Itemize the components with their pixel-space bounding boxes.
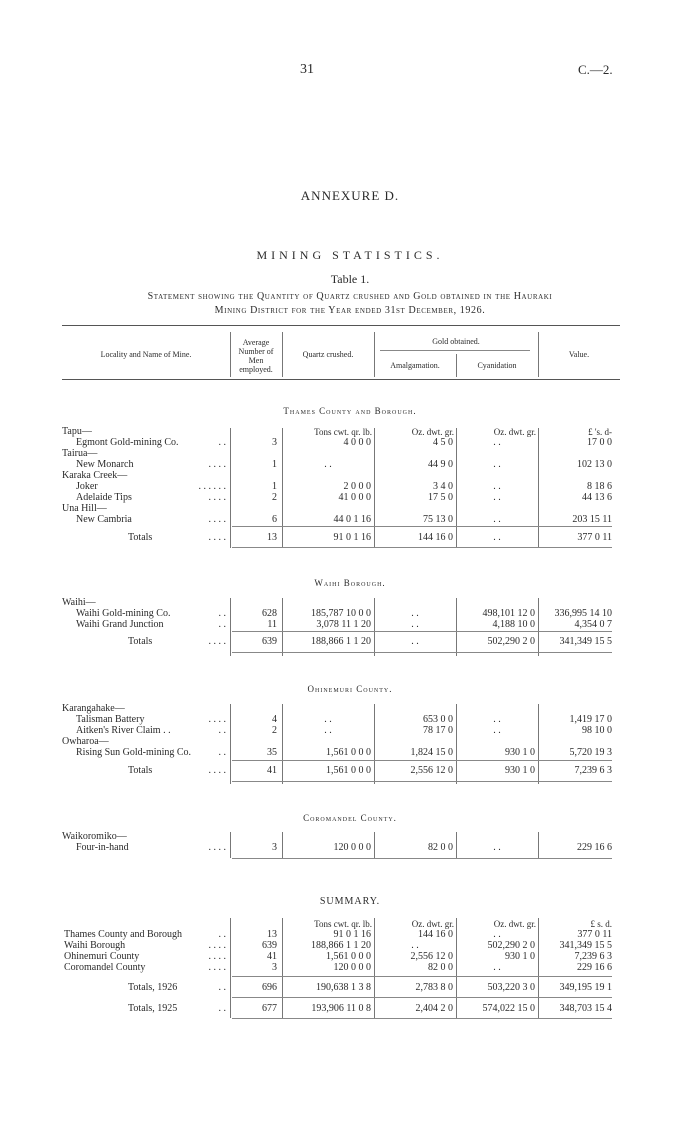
gold-cyanidation: . . xyxy=(493,437,501,448)
men-employed: 11 xyxy=(267,619,277,630)
table-title: Table 1. xyxy=(330,272,370,286)
value: 229 16 6 xyxy=(577,962,612,973)
section-title-ohinemuri: Ohinemuri County. xyxy=(307,684,393,694)
total-men: 696 xyxy=(262,982,277,993)
gold-cyanidation: . . xyxy=(493,725,501,736)
men-employed: 41 xyxy=(267,951,277,962)
total-men: 41 xyxy=(267,765,277,776)
section-title-coromandel: Coromandel County. xyxy=(303,813,397,823)
page-number: 31 xyxy=(300,62,314,77)
mine-name: Joker xyxy=(76,481,98,492)
total-quartz: 190,638 1 3 8 xyxy=(316,982,371,993)
units-money: £ s. d. xyxy=(590,919,612,929)
gold-amalgamation: 44 9 0 xyxy=(428,459,453,470)
gold-cyanidation: . . xyxy=(493,962,501,973)
total-amalgamation: 2,783 8 0 xyxy=(415,982,453,993)
total-value: 341,349 15 5 xyxy=(559,636,612,647)
stats-heading: MINING STATISTICS. xyxy=(256,248,444,262)
gold-cyanidation: 930 1 0 xyxy=(505,951,535,962)
men-employed: 3 xyxy=(272,962,277,973)
district-name: Coromandel County xyxy=(64,962,146,973)
value: 5,720 19 3 xyxy=(569,747,612,758)
gold-amalgamation: 17 5 0 xyxy=(428,492,453,503)
value: 341,349 15 5 xyxy=(559,940,612,951)
total-cyanidation: . . xyxy=(493,532,501,543)
units-tons: Tons cwt. qr. lb. xyxy=(314,919,372,929)
mine-name: Waihi Grand Junction xyxy=(76,619,164,630)
men-employed: 4 xyxy=(272,714,277,725)
quartz-crushed: . . xyxy=(324,459,332,470)
total-amalgamation: . . xyxy=(411,636,419,647)
units-oz-amalg: Oz. dwt. gr. xyxy=(411,919,454,929)
locality-name: Waihi— xyxy=(62,597,96,608)
quartz-crushed: . . xyxy=(324,714,332,725)
men-employed: 13 xyxy=(267,929,277,940)
gold-amalgamation: 4 5 0 xyxy=(433,437,453,448)
locality-name: Tairua— xyxy=(62,448,98,459)
gold-amalgamation: . . xyxy=(411,608,419,619)
units-tons: Tons cwt. qr. lb. xyxy=(314,427,372,437)
leader-dots: . . . . xyxy=(208,765,226,776)
mine-name: Four-in-hand xyxy=(76,842,129,853)
total-value: 349,195 19 1 xyxy=(559,982,612,993)
header-men-1: Average xyxy=(242,338,270,347)
gold-amalgamation: 75 13 0 xyxy=(423,514,453,525)
leader-dots: . . . . xyxy=(208,714,226,725)
total-amalgamation: 2,556 12 0 xyxy=(410,765,453,776)
locality-name: Una Hill— xyxy=(62,503,107,514)
total-cyanidation: 930 1 0 xyxy=(505,765,535,776)
total-cyanidation: 574,022 15 0 xyxy=(482,1003,535,1014)
district-name: Thames County and Borough xyxy=(64,929,183,940)
leader-dots: . . . . xyxy=(208,532,226,543)
gold-cyanidation: . . xyxy=(493,842,501,853)
quartz-crushed: 4 0 0 0 xyxy=(343,437,371,448)
leader-dots: . . xyxy=(218,747,226,758)
section-title-waihi: Waihi Borough. xyxy=(314,578,386,588)
gold-amalgamation: . . xyxy=(411,619,419,630)
leader-dots: . . . . xyxy=(208,951,226,962)
section-title-summary: SUMMARY. xyxy=(319,896,381,907)
total-quartz: 1,561 0 0 0 xyxy=(326,765,371,776)
mine-name: New Cambria xyxy=(76,514,132,525)
quartz-crushed: 120 0 0 0 xyxy=(333,842,371,853)
value: 203 15 11 xyxy=(572,514,612,525)
quartz-crushed: 1,561 0 0 0 xyxy=(326,951,371,962)
value: 336,995 14 10 xyxy=(554,608,612,619)
header-cyanidation: Cyanidation xyxy=(477,361,517,370)
totals-label: Totals, 1926 xyxy=(128,982,178,993)
quartz-crushed: 2 0 0 0 xyxy=(343,481,371,492)
header-men-2: Number of xyxy=(238,347,274,356)
gold-amalgamation: 144 16 0 xyxy=(418,929,453,940)
header-men-4: employed. xyxy=(239,365,273,374)
totals-label: Totals xyxy=(128,765,153,776)
units-money: £ 's. d- xyxy=(588,427,612,437)
gold-amalgamation: 653 0 0 xyxy=(423,714,453,725)
gold-cyanidation: 498,101 12 0 xyxy=(482,608,535,619)
leader-dots: . . . . xyxy=(208,492,226,503)
locality-name: Karaka Creek— xyxy=(62,470,128,481)
header-value: Value. xyxy=(568,350,590,359)
units-oz-cyan: Oz. dwt. gr. xyxy=(493,919,536,929)
leader-dots: . . xyxy=(218,725,226,736)
value: 229 16 6 xyxy=(577,842,612,853)
gold-cyanidation: . . xyxy=(493,481,501,492)
header-gold: Gold obtained. xyxy=(432,337,480,346)
locality-name: Owharoa— xyxy=(62,736,109,747)
leader-dots: . . xyxy=(218,619,226,630)
header-quartz: Quartz crushed. xyxy=(302,350,354,359)
leader-dots: . . xyxy=(218,437,226,448)
men-employed: 639 xyxy=(262,940,277,951)
men-employed: 2 xyxy=(272,492,277,503)
men-employed: 2 xyxy=(272,725,277,736)
total-cyanidation: 503,220 3 0 xyxy=(487,982,535,993)
gold-amalgamation: 78 17 0 xyxy=(423,725,453,736)
gold-amalgamation: 2,556 12 0 xyxy=(410,951,453,962)
quartz-crushed: 185,787 10 0 0 xyxy=(311,608,371,619)
gold-cyanidation: . . xyxy=(493,714,501,725)
value: 8 18 6 xyxy=(587,481,612,492)
gold-cyanidation: . . xyxy=(493,459,501,470)
leader-dots: . . . . xyxy=(208,514,226,525)
mine-name: New Monarch xyxy=(76,459,134,470)
total-value: 377 0 11 xyxy=(577,532,612,543)
total-amalgamation: 144 16 0 xyxy=(418,532,453,543)
gold-cyanidation: . . xyxy=(493,514,501,525)
totals-label: Totals, 1925 xyxy=(128,1003,178,1014)
quartz-crushed: 1,561 0 0 0 xyxy=(326,747,371,758)
mine-name: Egmont Gold-mining Co. xyxy=(76,437,179,448)
totals-label: Totals xyxy=(128,636,153,647)
leader-dots: . . xyxy=(218,1003,226,1014)
total-quartz: 193,906 11 0 8 xyxy=(311,1003,371,1014)
statement-line-1: Statement showing the Quantity of Quartz crushed and Gold obtained in the Hauraki xyxy=(147,291,553,302)
gold-cyanidation: . . xyxy=(493,492,501,503)
locality-name: Tapu— xyxy=(62,426,92,437)
total-men: 13 xyxy=(267,532,277,543)
leader-dots: . . . . . . xyxy=(198,481,226,492)
gold-amalgamation: 82 0 0 xyxy=(428,842,453,853)
leader-dots: . . . . xyxy=(208,459,226,470)
value: 4,354 0 7 xyxy=(574,619,612,630)
quartz-crushed: 44 0 1 16 xyxy=(333,514,371,525)
locality-name: Waikoromiko— xyxy=(62,831,127,842)
value: 17 0 0 xyxy=(587,437,612,448)
statement-line-2: Mining District for the Year ended 31st December, 1926. xyxy=(214,305,486,316)
total-men: 639 xyxy=(262,636,277,647)
header-amalgamation: Amalgamation. xyxy=(390,361,440,370)
leader-dots: . . xyxy=(218,608,226,619)
mine-name: Talisman Battery xyxy=(76,714,145,725)
value: 1,419 17 0 xyxy=(569,714,612,725)
value: 98 10 0 xyxy=(582,725,612,736)
men-employed: 628 xyxy=(262,608,277,619)
totals-label: Totals xyxy=(128,532,153,543)
value: 102 13 0 xyxy=(577,459,612,470)
gold-amalgamation: 3 4 0 xyxy=(433,481,453,492)
quartz-crushed: 91 0 1 16 xyxy=(333,929,371,940)
header-men-3: Men xyxy=(248,356,264,365)
annexure-heading: ANNEXURE D. xyxy=(300,188,400,203)
men-employed: 1 xyxy=(272,481,277,492)
quartz-crushed: 188,866 1 1 20 xyxy=(311,940,371,951)
district-name: Ohinemuri County xyxy=(64,951,140,962)
total-quartz: 91 0 1 16 xyxy=(333,532,371,543)
leader-dots: . . xyxy=(218,982,226,993)
value: 377 0 11 xyxy=(577,929,612,940)
quartz-crushed: 3,078 11 1 20 xyxy=(316,619,371,630)
leader-dots: . . xyxy=(218,929,226,940)
men-employed: 35 xyxy=(267,747,277,758)
quartz-crushed: . . xyxy=(324,725,332,736)
mine-name: Rising Sun Gold-mining Co. xyxy=(76,747,192,758)
quartz-crushed: 41 0 0 0 xyxy=(338,492,371,503)
leader-dots: . . . . xyxy=(208,636,226,647)
mine-name: Adelaide Tips xyxy=(76,492,132,503)
gold-amalgamation: . . xyxy=(411,940,419,951)
gold-cyanidation: 502,290 2 0 xyxy=(487,940,535,951)
men-employed: 6 xyxy=(272,514,277,525)
locality-name: Karangahake— xyxy=(62,703,125,714)
gold-cyanidation: 4,188 10 0 xyxy=(492,619,535,630)
total-amalgamation: 2,404 2 0 xyxy=(415,1003,453,1014)
header-locality: Locality and Name of Mine. xyxy=(100,350,192,359)
total-value: 348,703 15 4 xyxy=(559,1003,612,1014)
section-title-thames: Thames County and Borough. xyxy=(283,406,417,416)
district-name: Waihi Borough xyxy=(64,940,126,951)
leader-dots: . . . . xyxy=(208,940,226,951)
gold-cyanidation: . . xyxy=(493,929,501,940)
gold-amalgamation: 82 0 0 xyxy=(428,962,453,973)
units-oz-amalg: Oz. dwt. gr. xyxy=(411,427,454,437)
men-employed: 3 xyxy=(272,842,277,853)
total-cyanidation: 502,290 2 0 xyxy=(487,636,535,647)
total-quartz: 188,866 1 1 20 xyxy=(311,636,371,647)
mine-name: Aitken's River Claim . . xyxy=(76,725,171,736)
mine-name: Waihi Gold-mining Co. xyxy=(76,608,171,619)
document-reference: C.—2. xyxy=(578,62,613,77)
men-employed: 3 xyxy=(272,437,277,448)
leader-dots: . . . . xyxy=(208,962,226,973)
quartz-crushed: 120 0 0 0 xyxy=(333,962,371,973)
total-value: 7,239 6 3 xyxy=(574,765,612,776)
gold-cyanidation: 930 1 0 xyxy=(505,747,535,758)
value: 7,239 6 3 xyxy=(574,951,612,962)
gold-amalgamation: 1,824 15 0 xyxy=(410,747,453,758)
total-men: 677 xyxy=(262,1003,277,1014)
leader-dots: . . . . xyxy=(208,842,226,853)
value: 44 13 6 xyxy=(582,492,612,503)
men-employed: 1 xyxy=(272,459,277,470)
units-oz-cyan: Oz. dwt. gr. xyxy=(493,427,536,437)
